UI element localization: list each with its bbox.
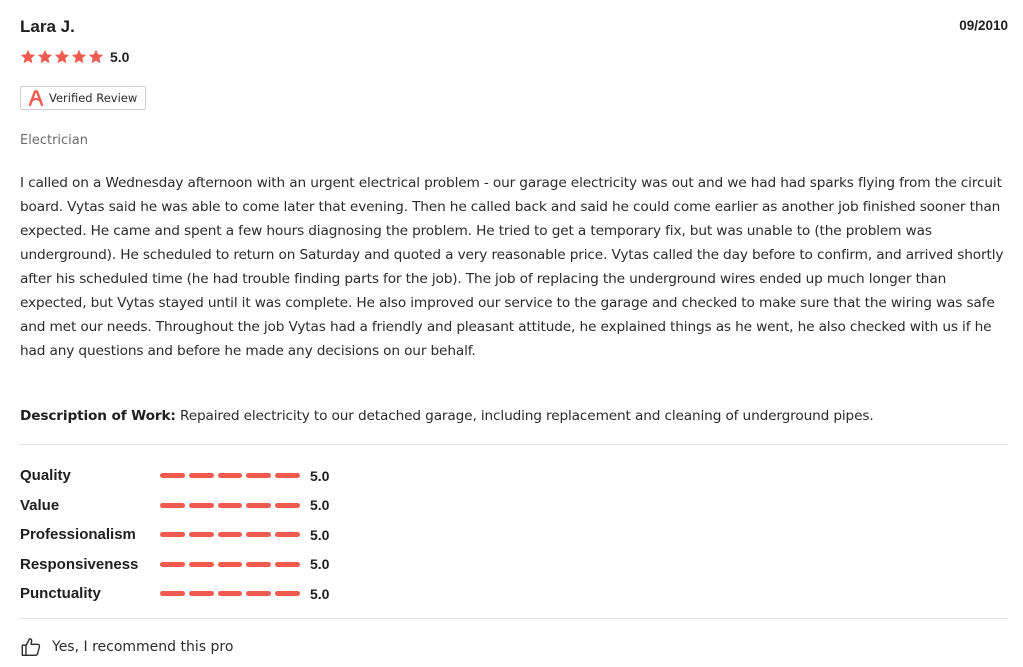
star-icon bbox=[20, 49, 36, 65]
rating-bar-segment bbox=[189, 503, 214, 508]
thumbs-up-icon bbox=[20, 636, 42, 658]
reviewer-name: Lara J. bbox=[20, 17, 75, 36]
rating-bar-segment bbox=[218, 591, 243, 596]
rating-value: 5.0 bbox=[310, 556, 330, 573]
star-icon bbox=[88, 49, 104, 65]
rating-bar bbox=[160, 532, 300, 537]
review-text: I called on a Wednesday afternoon with an urgent electrical problem - our garage electricity was out and we had had sparks flying from the circuit board. Vytas said he was able to come later that evening. Then he called back and said he could come earlier as another job finished sooner than expected. He came and spent a few hours diagnosing the problem. He tried to get a temporary fix, but was unable to (the problem was underground). He scheduled to return on Saturday and quoted a very reasonable price. Vytas called the day before to confirm, and arrived shortly after his scheduled time (he had trouble finding parts for the job). The job of replacing the underground wires ended up much longer than expected, but Vytas stayed until it was complete. He also improved our service to the garage and checked to make sure that the wiring was safe and met our needs. Throughout the job Vytas had a friendly and pleasant attitude, he explained things as he went, he also checked with us if he had any questions and before he made any decisions on our behalf. bbox=[20, 175, 1004, 359]
description-of-work-label: Description of Work: bbox=[20, 408, 176, 424]
rating-bar bbox=[160, 473, 300, 478]
star-rating bbox=[20, 49, 104, 65]
rating-bar-segment bbox=[275, 503, 300, 508]
rating-bar bbox=[160, 591, 300, 596]
rating-bar-segment bbox=[189, 562, 214, 567]
rating-label: Punctuality bbox=[20, 585, 101, 603]
rating-bar-segment bbox=[160, 473, 185, 478]
rating-bar-segment bbox=[160, 591, 185, 596]
rating-bar-segment bbox=[275, 532, 300, 537]
recommendation bbox=[20, 636, 233, 658]
rating-bar-segment bbox=[246, 591, 271, 596]
rating-bar-segment bbox=[246, 562, 271, 567]
rating-bar-segment bbox=[218, 503, 243, 508]
rating-bar-segment bbox=[189, 532, 214, 537]
rating-row-professionalism bbox=[20, 520, 329, 550]
rating-row-value bbox=[20, 491, 329, 521]
rating-breakdown bbox=[20, 461, 329, 609]
star-icon bbox=[37, 49, 53, 65]
overall-rating bbox=[20, 49, 129, 65]
rating-label: Value bbox=[20, 496, 60, 514]
rating-value: 5.0 bbox=[310, 585, 330, 602]
verified-review-label: Verified Review bbox=[49, 91, 138, 105]
rating-bar-segment bbox=[189, 591, 214, 596]
rating-bar-segment bbox=[218, 562, 243, 567]
rating-bar-segment bbox=[160, 562, 185, 567]
rating-label: Professionalism bbox=[20, 526, 136, 544]
verified-review-badge bbox=[20, 86, 146, 110]
service-category: Electrician bbox=[20, 133, 88, 148]
rating-value: 5.0 bbox=[310, 497, 330, 514]
rating-bar-segment bbox=[189, 473, 214, 478]
rating-bar-segment bbox=[160, 503, 185, 508]
rating-label: Quality bbox=[20, 467, 71, 485]
recommend-text: Yes, I recommend this pro bbox=[52, 639, 234, 655]
rating-bar-segment bbox=[246, 503, 271, 508]
overall-score: 5.0 bbox=[110, 49, 130, 65]
rating-bar-segment bbox=[246, 532, 271, 537]
rating-bar-segment bbox=[218, 532, 243, 537]
rating-bar-segment bbox=[275, 591, 300, 596]
rating-value: 5.0 bbox=[310, 526, 330, 543]
divider bbox=[20, 618, 1008, 619]
verified-logo-icon bbox=[29, 90, 43, 106]
rating-row-quality bbox=[20, 461, 329, 491]
description-of-work bbox=[20, 404, 1010, 428]
review-date: 09/2010 bbox=[959, 18, 1008, 33]
star-icon bbox=[71, 49, 87, 65]
rating-bar bbox=[160, 503, 300, 508]
rating-bar-segment bbox=[160, 532, 185, 537]
divider bbox=[20, 444, 1008, 445]
rating-bar-segment bbox=[246, 473, 271, 478]
rating-bar-segment bbox=[275, 473, 300, 478]
description-of-work-text: Repaired electricity to our detached garage, including replacement and cleaning of underground pipes. bbox=[179, 408, 874, 424]
rating-bar-segment bbox=[218, 473, 243, 478]
rating-row-punctuality bbox=[20, 579, 329, 609]
star-icon bbox=[54, 49, 70, 65]
rating-bar-segment bbox=[275, 562, 300, 567]
rating-label: Responsiveness bbox=[20, 555, 139, 573]
rating-value: 5.0 bbox=[310, 467, 330, 484]
rating-bar bbox=[160, 562, 300, 567]
rating-row-responsiveness bbox=[20, 550, 329, 580]
